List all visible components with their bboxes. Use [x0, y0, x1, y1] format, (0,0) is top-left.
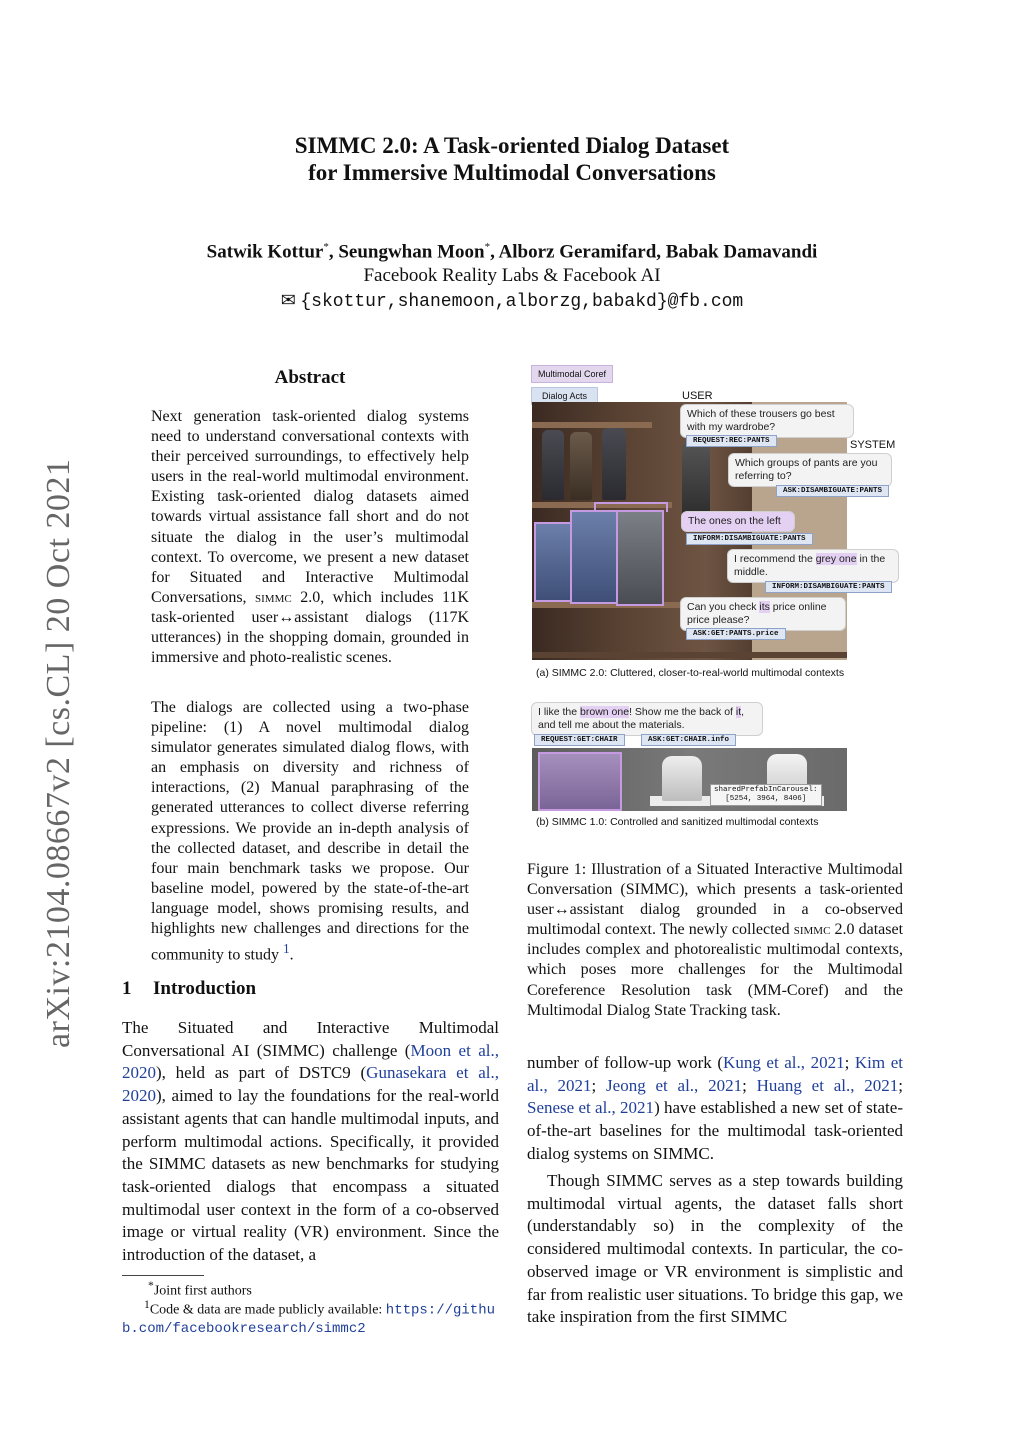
footnote-text: Code & data are made publicly available:: [149, 1302, 386, 1318]
utterance-text: in the middle.: [734, 553, 886, 578]
user-utterance-2: The ones on the left: [681, 511, 795, 532]
dataset-name: simmc: [255, 588, 292, 606]
user-label: USER: [682, 390, 713, 402]
chair-brown-highlighted: [538, 752, 622, 811]
carousel-code-label: [710, 784, 822, 806]
envelope-icon: ✉: [280, 290, 296, 310]
abstract-paragraph-1: [151, 407, 469, 668]
citation-link[interactable]: Huang et al., 2021: [756, 1075, 899, 1095]
chair-white: [662, 756, 702, 801]
system-utterance-1: Which groups of pants are you referring to?: [728, 453, 892, 487]
paper-title: [0, 132, 1024, 186]
separator: ;: [844, 1053, 855, 1072]
title-line-1: SIMMC 2.0: A Task-oriented Dialog Dataset: [294, 133, 730, 158]
dialog-act-label: ASK:DISAMBIGUATE:PANTS: [776, 485, 889, 497]
footnote-mark: 1: [144, 1298, 150, 1311]
caption-text: Figure 1: Illustration of a Situated Interactive Multimodal Conversation (SIMMC), which presents a task-oriented user↔assistant dialog grounded in a co-observed multimodal context. The newly collected: [527, 861, 903, 939]
abstract-text: 2.0, which includes 11K task-oriented user↔assistant dialogs (117K utterances) in the shopping domain, grounded in immersive and photo-realistic scenes.: [151, 588, 470, 667]
separator: ,: [490, 241, 495, 263]
code-line: [5254, 3964, 8406]: [725, 795, 807, 803]
author-name: Babak Damavandi: [665, 241, 818, 263]
author-emails[interactable]: {skottur,shanemoon,alborzg,babakd}@fb.com: [300, 292, 744, 312]
dialog-act-label: INFORM:DISAMBIGUATE:PANTS: [765, 581, 892, 593]
utterance-text: Can you check: [687, 601, 760, 613]
user-utterance-3: [680, 597, 846, 631]
pants-grey-middle: [616, 510, 664, 606]
utterance-text: I like the: [538, 706, 581, 718]
equal-contrib-mark: *: [484, 241, 491, 253]
dialog-act-label: INFORM:DISAMBIGUATE:PANTS: [686, 533, 813, 545]
body-text: ) have established a new set of state-of-the-art baselines for the multimodal task-oriented dialog systems on SIMMC.: [527, 1098, 903, 1163]
caption-text: 2.0 dataset includes complex and photorealistic multimodal contexts, which poses more challenges for the Multimodal Coreference Resolution task (MM-Coref) and the Multimodal Dialog State Tracking task.: [527, 921, 904, 1019]
utterance-text: ! Show me the back of: [629, 706, 736, 718]
equal-contrib-mark: *: [323, 241, 329, 253]
repo-url-link[interactable]: https://github.com/facebookresearch/simmc2: [122, 1302, 496, 1337]
legend-multimodal-coref: Multimodal Coref: [531, 365, 613, 383]
legend-dialog-acts: Dialog Acts: [531, 387, 598, 405]
pants-left-2: [570, 510, 618, 604]
system-utterance-2: [727, 549, 899, 583]
abstract-paragraph-2: [151, 698, 469, 966]
section-number: 1: [122, 978, 132, 999]
affiliation: Facebook Reality Labs & Facebook AI: [363, 265, 661, 286]
arxiv-identifier: arXiv:2104.08667v2 [cs.CL] 20 Oct 2021: [40, 458, 77, 1048]
figure-1-caption: [527, 860, 903, 1021]
abstract-text: Next generation task-oriented dialog systems need to understand conversational contexts with their perceived surroundings, to effectively help users in the real-world multimodal environment. Existing task-oriented dialog datasets aimed towards virtual assistance fall short and do not situate the dialog in the user’s multimodal context. To overcome, we present a new dataset for Situated and Interactive Multimodal Conversations,: [151, 408, 469, 606]
separator: ,: [656, 241, 662, 263]
user-utterance-1: Which of these trousers go best with my wardrobe?: [680, 404, 854, 438]
email-line: [0, 290, 1024, 312]
separator: ,: [328, 241, 334, 263]
right-paragraph-2: Though SIMMC serves as a step towards building multimodal virtual agents, the dataset falls short (understandably so) in the complexity of the considered multimodal contexts. In particular, the co-observed image or VR environment is simplistic and far from realistic user situations. To bridge this gap, we take inspiration from the first SIMMC: [527, 1171, 903, 1327]
abstract-text: The dialogs are collected using a two-phase pipeline: (1) A novel multimodal dialog simulator generates simulated dialog flows, with an emphasis on diversity and richness of interactions, (2) Manual paraphrasing of the generated utterances to collect diverse referring expressions. We provide an in-depth analysis of the collected dataset, and describe in detail the four main benchmark tasks we propose. Our baseline model, powered by the state-of-the-art language model, shows promising results, and highlights new challenges and directions for the community to study: [151, 699, 469, 964]
body-text: ), aimed to lay the foundations for the real-world assistant agents that can handle multimodal inputs, and perform multimodal actions. Specifically, it provided the SIMMC datasets as new benchmarks for studying task-oriented dialogs that encompass a situated multimodal user context in the form of a co-observed image or virtual reality (VR) environment. Since the introduction of the dataset, a: [122, 1086, 499, 1265]
citation-link[interactable]: Moon et al., 2020: [122, 1040, 499, 1083]
utterance-text: , and tell me about the materials.: [538, 706, 745, 731]
citation-link[interactable]: Senese et al., 2021: [527, 1098, 655, 1118]
body-text: The Situated and Interactive Multimodal Conversational AI (SIMMC) challenge (: [122, 1018, 499, 1060]
body-text: ), held as part of DSTC9 (: [156, 1063, 367, 1083]
section-title: Introduction: [153, 978, 257, 999]
coref-highlight: it: [735, 706, 742, 718]
right-paragraph-1: [527, 1052, 903, 1166]
body-text: number of follow-up work (: [527, 1053, 724, 1072]
code-line: sharedPrefabInCarousel:: [714, 786, 818, 794]
subfigure-b-caption: (b) SIMMC 1.0: Controlled and sanitized multimodal contexts: [536, 816, 819, 828]
coref-highlight: its: [759, 601, 770, 613]
coref-highlight: brown one: [580, 706, 630, 718]
coref-highlight: grey one: [815, 553, 857, 565]
section-heading-introduction: [122, 978, 256, 1000]
citation-link[interactable]: Gunasekara et al., 2020: [122, 1063, 499, 1106]
footnote-rule: [122, 1275, 204, 1276]
dialog-act-label: ASK:GET:CHAIR.info: [641, 734, 736, 746]
citation-link[interactable]: Kung et al., 2021: [723, 1053, 845, 1072]
abstract-heading: Abstract: [274, 367, 346, 388]
figure-1b-image: [532, 748, 847, 811]
citation-link[interactable]: Jeong et al., 2021: [606, 1075, 743, 1095]
footnote-link[interactable]: 1: [283, 941, 290, 957]
separator: ;: [591, 1075, 607, 1095]
intro-paragraph: [122, 1017, 499, 1267]
utterance-text: price online price please?: [687, 601, 827, 626]
author-name: Seungwhan Moon: [338, 241, 485, 263]
dialog-act-label: ASK:GET:PANTS.price: [686, 628, 786, 640]
separator: ;: [898, 1075, 903, 1095]
dialog-act-label: REQUEST:REC:PANTS: [686, 435, 777, 447]
title-line-2: for Immersive Multimodal Conversations: [308, 160, 716, 185]
dialog-act-label: REQUEST:GET:CHAIR: [534, 734, 625, 746]
author-name: Alborz Geramifard: [498, 241, 657, 263]
dataset-name: simmc: [793, 921, 831, 939]
citation-link[interactable]: Kim et al., 2021: [527, 1053, 903, 1095]
punctuation: .: [289, 946, 294, 964]
separator: ;: [742, 1075, 757, 1095]
simmc1-user-utterance: [531, 702, 763, 736]
footnote-text: Joint first authors: [153, 1283, 252, 1299]
footnote-mark: *: [148, 1279, 154, 1292]
footnote-2: [122, 1296, 502, 1338]
utterance-text: I recommend the: [734, 553, 816, 565]
author-name: Satwik Kottur: [206, 241, 324, 263]
author-list: [0, 241, 1024, 263]
subfigure-a-caption: (a) SIMMC 2.0: Cluttered, closer-to-real-world multimodal contexts: [536, 667, 845, 679]
system-label: SYSTEM: [850, 439, 896, 451]
